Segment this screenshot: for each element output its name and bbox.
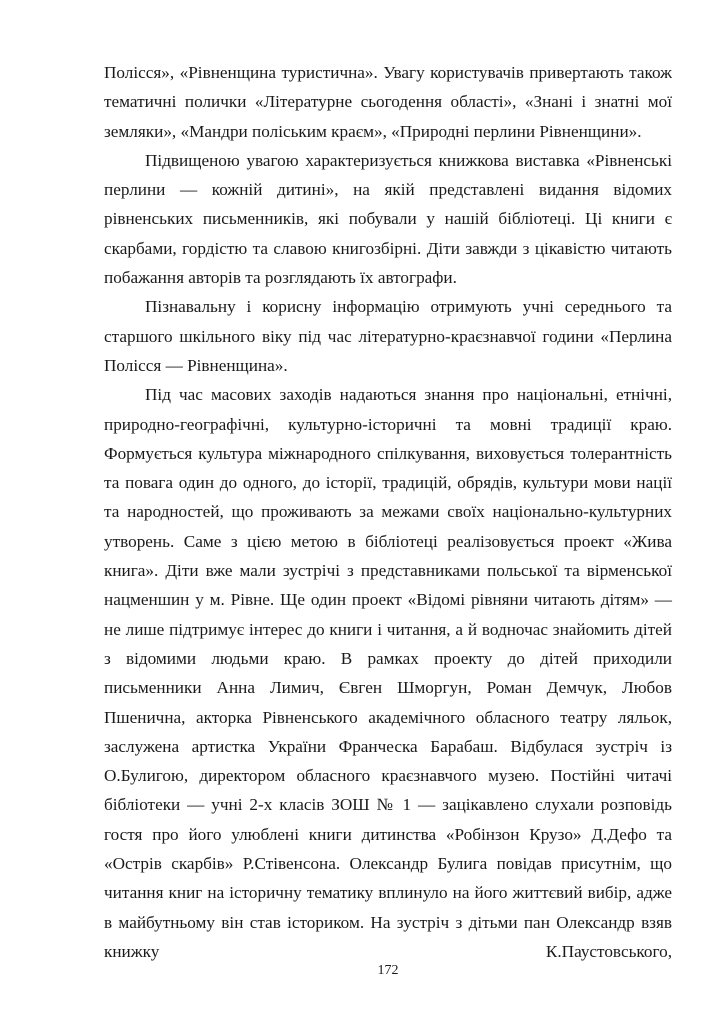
paragraph-exhibition: Підвищеною увагою характеризується книжкова виставка «Рівненські перлини — кожній дитині», на якій представлені видання відомих рівненських письменників, які побували у нашій бібліотеці. Ці книги є скарбами, гордістю та славою книгозбірні. Діти завжди з цікавістю читають побажання авторів та розглядають їх автографи. <box>104 150 672 288</box>
paragraph-local-history-hour: Пізнавальну і корисну інформацію отримують учні середнього та старшого шкільного віку під час літературно-краєзнавчої години «Перлина Полісся — Рівненщина». <box>104 297 672 375</box>
paragraph-mass-events: Під час масових заходів надаються знання про національні, етнічні, природно-географічні, культурно-історичні та мовні традиції краю. Формується культура міжнародного спілкування, виховується толерантність та повага один до одного, до історії, традицій, обрядів, культури мови нації та народностей, що проживають за межами своїх національно-культурних утворень. Саме з цією метою в бібліотеці реалізовується проект «Жива книга». Діти вже мали зустрічі з представниками польської та вірменської нацменшин у м. Рівне. Ще один проект «Відомі рівняни читають дітям» — не лише підтримує інтерес до книги і читання, а й водночас знайомить дітей з відомими людьми краю. В рамках проекту до дітей приходили письменники Анна Лимич, Євген Шморгун, Роман Демчук, Любов Пшенична, акторка Рівненського академічного обласного театру ляльок, заслужена артистка України Франческа Барабаш. Відбулася зустріч із О.Булигою, директором обласного краєзнавчого музею. Постійні читачі бібліотеки — учні 2-х класів ЗОШ № 1 — зацікавлено слухали розповідь гостя про його улюблені книги дитинства «Робінзон Крузо» Д.Дефо та «Острів скарбів» Р.Стівенсона. Олександр Булига повідав присутнім, що читання книг на історичну тематику вплинуло на його життєвий вибір, адже в майбутньому він став істориком. На зустріч з дітьми пан Олександр взяв книжку К.Паустовського, <box>104 385 672 961</box>
paragraph-continued: Полісся», «Рівненщина туристична». Увагу користувачів привертають також тематичні полички «Літературне сьогодення області», «Знані і знатні мої земляки», «Мандри поліським краєм», «Природні перлини Рівненщини». <box>104 63 672 141</box>
page-number: 172 <box>377 963 399 978</box>
body-text <box>104 58 672 966</box>
